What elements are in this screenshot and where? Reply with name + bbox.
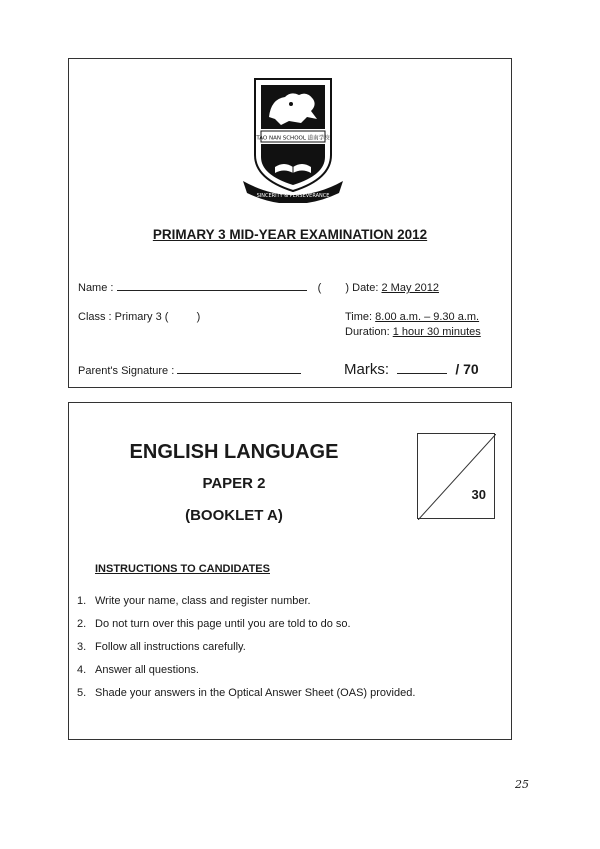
name-label: Name : — [78, 282, 114, 294]
parent-signature-row — [78, 365, 301, 377]
subject-title: ENGLISH LANGUAGE — [129, 441, 339, 463]
marks-total: / 70 — [455, 361, 479, 377]
page-number: 25 — [515, 778, 529, 791]
list-item: 1. Write your name, class and register number. — [77, 595, 311, 607]
school-crest — [241, 73, 345, 203]
marks-label: Marks: — [344, 361, 389, 378]
list-item: 2. Do not turn over this page until you are told to do so. — [77, 618, 351, 630]
time-label: Time: — [345, 311, 373, 323]
school-motto: SINCERITY & PERSEVERANCE — [256, 193, 330, 199]
name-line[interactable] — [117, 290, 307, 291]
duration-row — [345, 326, 481, 338]
exam-title: PRIMARY 3 MID-YEAR EXAMINATION 2012 — [152, 227, 428, 242]
instructions-list — [77, 595, 415, 710]
parent-signature-line[interactable] — [177, 373, 301, 374]
register-open-paren: ( — [317, 282, 322, 294]
parent-signature-label: Parent's Signature : — [78, 365, 175, 377]
register-close-paren: ) — [345, 282, 350, 294]
time-row — [345, 311, 479, 323]
marks-row — [344, 361, 479, 378]
date-label: Date: — [352, 282, 379, 294]
cover-header-box — [68, 58, 512, 388]
list-item: 3. Follow all instructions carefully. — [77, 641, 246, 653]
list-item: 5. Shade your answers in the Optical Answer Sheet (OAS) provided. — [77, 687, 416, 699]
list-item: 4. Answer all questions. — [77, 664, 199, 676]
class-row — [78, 311, 200, 323]
paper-number: PAPER 2 — [202, 475, 266, 492]
date-value: 2 May 2012 — [381, 282, 439, 294]
score-total: 30 — [471, 487, 486, 502]
score-box — [417, 433, 495, 519]
booklet-label: (BOOKLET A) — [185, 507, 283, 524]
time-value: 8.00 a.m. – 9.30 a.m. — [375, 311, 480, 323]
duration-label: Duration: — [345, 326, 390, 338]
name-row — [78, 282, 439, 294]
school-name-banner: TAO NAN SCHOOL 道南学校 — [256, 135, 330, 142]
marks-blank[interactable] — [397, 373, 447, 374]
instructions-heading: INSTRUCTIONS TO CANDIDATES — [95, 563, 270, 575]
class-close-paren: ) — [196, 311, 201, 323]
paper-info-box — [68, 402, 512, 740]
duration-value: 1 hour 30 minutes — [392, 326, 481, 338]
class-label: Class : Primary 3 ( — [78, 311, 169, 323]
